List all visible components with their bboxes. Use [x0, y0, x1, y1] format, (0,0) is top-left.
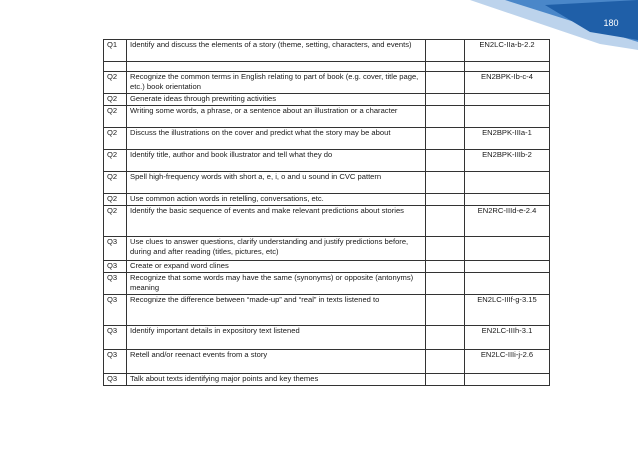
competency-cell: Generate ideas through prewriting activities — [127, 94, 426, 106]
empty-cell — [426, 350, 465, 374]
code-cell: EN2BPK-Ib-c-4 — [465, 72, 550, 94]
page-number: 180 — [603, 18, 619, 28]
quarter-cell: Q2 — [104, 194, 127, 206]
table-row — [104, 106, 550, 128]
code-cell — [465, 172, 550, 194]
code-cell — [465, 106, 550, 128]
table-row — [104, 350, 550, 374]
empty-cell — [426, 40, 465, 62]
competency-cell: Identify the basic sequence of events and make relevant predictions about stories — [127, 206, 426, 237]
table-row — [104, 237, 550, 261]
code-cell — [465, 237, 550, 261]
code-cell: EN2LC-IIIh-3.1 — [465, 326, 550, 350]
table-row — [104, 326, 550, 350]
table-row — [104, 374, 550, 386]
empty-cell — [426, 62, 465, 72]
competency-cell: Identify important details in expository text listened — [127, 326, 426, 350]
empty-cell — [426, 273, 465, 295]
code-cell: EN2BPK-IIIb-2 — [465, 150, 550, 172]
quarter-cell: Q1 — [104, 40, 127, 62]
quarter-cell: Q3 — [104, 350, 127, 374]
code-cell — [465, 374, 550, 386]
table-row — [104, 261, 550, 273]
competency-cell: Identify and discuss the elements of a story (theme, setting, characters, and events) — [127, 40, 426, 62]
competency-cell: Use common action words in retelling, conversations, etc. — [127, 194, 426, 206]
competency-cell: Talk about texts identifying major points and key themes — [127, 374, 426, 386]
competency-cell: Recognize that some words may have the same (synonyms) or opposite (antonyms) meaning — [127, 273, 426, 295]
competency-cell: Recognize the common terms in English relating to part of book (e.g. cover, title page, etc.) book orientation — [127, 72, 426, 94]
empty-cell — [465, 62, 550, 72]
table-row — [104, 72, 550, 94]
empty-cell — [426, 206, 465, 237]
empty-cell — [127, 62, 426, 72]
quarter-cell: Q2 — [104, 172, 127, 194]
empty-cell — [426, 94, 465, 106]
code-cell: EN2LC-IIa-b-2.2 — [465, 40, 550, 62]
code-cell — [465, 273, 550, 295]
table-spacer-row — [104, 62, 550, 72]
quarter-cell: Q2 — [104, 206, 127, 237]
code-cell — [465, 194, 550, 206]
competency-cell: Retell and/or reenact events from a story — [127, 350, 426, 374]
curriculum-table — [103, 39, 550, 386]
quarter-cell: Q2 — [104, 150, 127, 172]
table-row — [104, 295, 550, 326]
empty-cell — [426, 194, 465, 206]
competency-cell: Create or expand word clines — [127, 261, 426, 273]
quarter-cell: Q3 — [104, 295, 127, 326]
table-row — [104, 94, 550, 106]
quarter-cell: Q3 — [104, 237, 127, 261]
competency-cell: Spell high-frequency words with short a, e, i, o and u sound in CVC pattern — [127, 172, 426, 194]
quarter-cell: Q3 — [104, 261, 127, 273]
competency-cell: Use clues to answer questions, clarify understanding and justify predictions before, during and after reading (titles, pictures, etc) — [127, 237, 426, 261]
empty-cell — [426, 150, 465, 172]
empty-cell — [426, 128, 465, 150]
code-cell — [465, 261, 550, 273]
empty-cell — [426, 295, 465, 326]
competency-cell: Writing some words, a phrase, or a sentence about an illustration or a character — [127, 106, 426, 128]
empty-cell — [426, 326, 465, 350]
empty-cell — [426, 172, 465, 194]
empty-cell — [426, 106, 465, 128]
table-row — [104, 273, 550, 295]
code-cell — [465, 94, 550, 106]
empty-cell — [426, 374, 465, 386]
empty-cell — [426, 237, 465, 261]
table-row — [104, 128, 550, 150]
competency-cell: Identify title, author and book illustrator and tell what they do — [127, 150, 426, 172]
empty-cell — [426, 261, 465, 273]
code-cell: EN2BPK-IIIa-1 — [465, 128, 550, 150]
quarter-cell: Q2 — [104, 106, 127, 128]
quarter-cell: Q3 — [104, 273, 127, 295]
quarter-cell: Q2 — [104, 72, 127, 94]
code-cell: EN2LC-IIIi-j-2.6 — [465, 350, 550, 374]
table-row — [104, 172, 550, 194]
table-row — [104, 40, 550, 62]
quarter-cell: Q2 — [104, 128, 127, 150]
table-row — [104, 206, 550, 237]
competency-cell: Discuss the illustrations on the cover and predict what the story may be about — [127, 128, 426, 150]
quarter-cell: Q3 — [104, 326, 127, 350]
table-row — [104, 194, 550, 206]
table-row — [104, 150, 550, 172]
competency-cell: Recognize the difference between “made-up” and “real” in texts listened to — [127, 295, 426, 326]
empty-cell — [104, 62, 127, 72]
quarter-cell: Q2 — [104, 94, 127, 106]
code-cell: EN2RC-IIId-e-2.4 — [465, 206, 550, 237]
quarter-cell: Q3 — [104, 374, 127, 386]
code-cell: EN2LC-IIIf-g-3.15 — [465, 295, 550, 326]
empty-cell — [426, 72, 465, 94]
